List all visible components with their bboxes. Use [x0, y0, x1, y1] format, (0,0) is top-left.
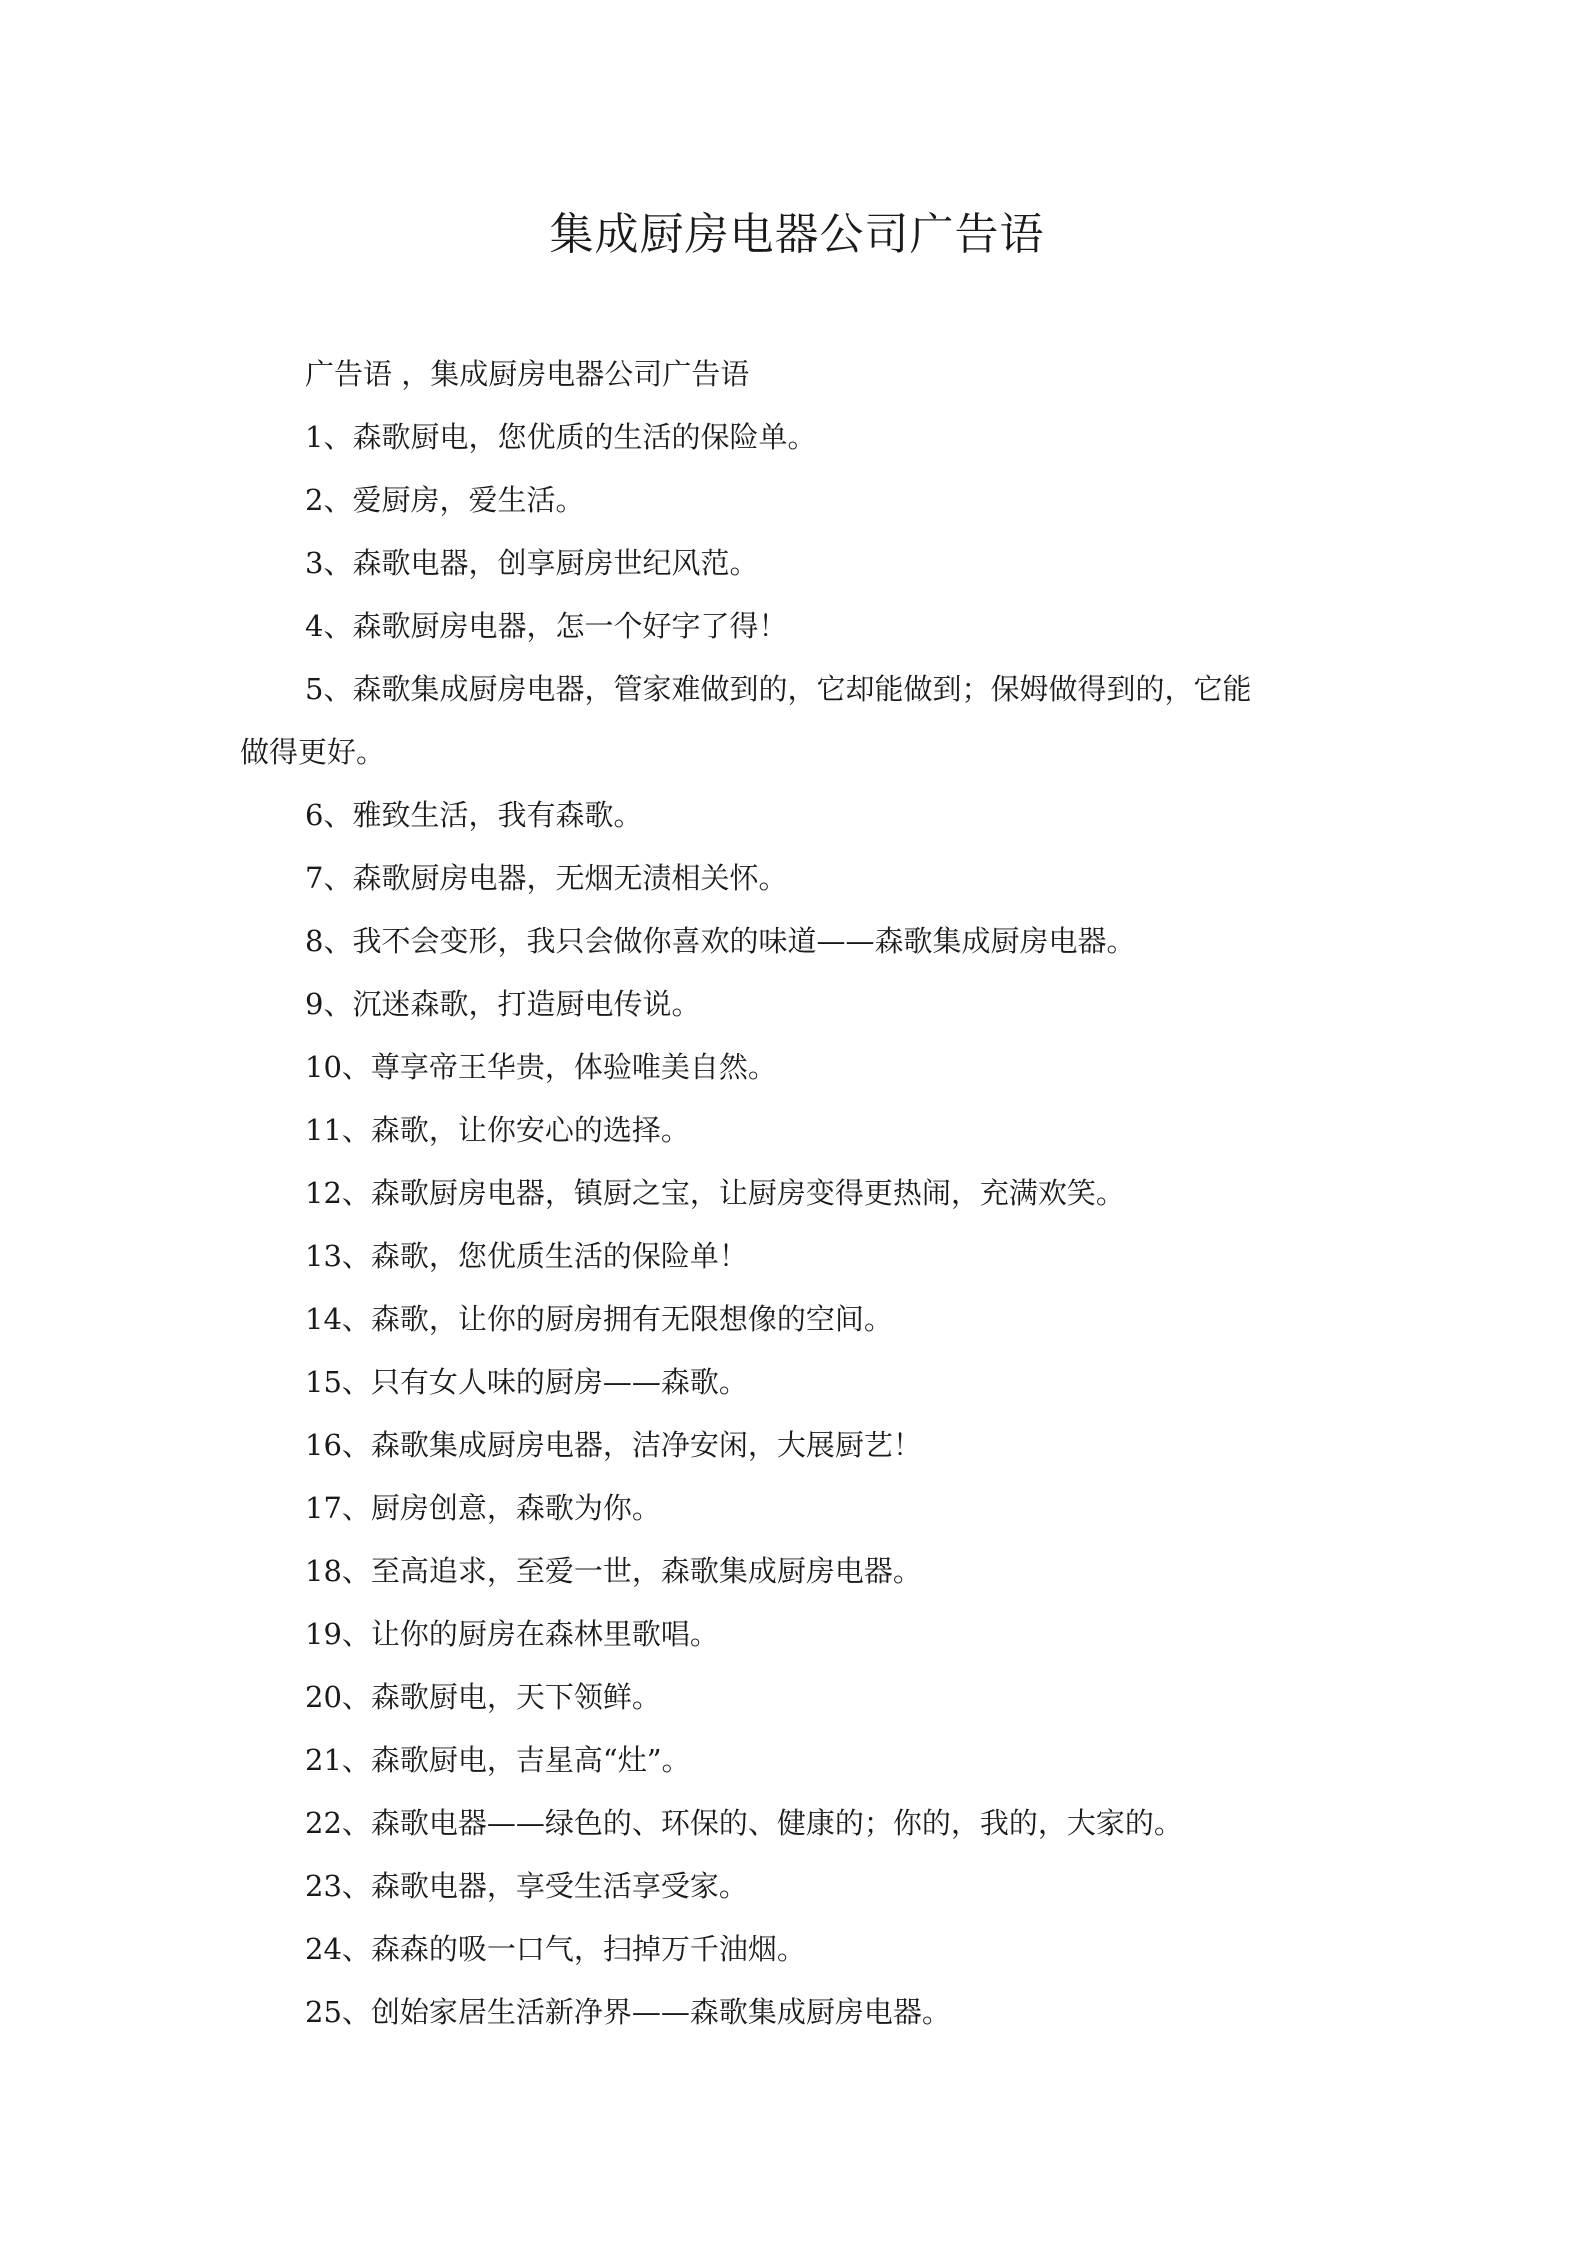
list-item: 2、爱厨房，爱生活。 [305, 483, 585, 517]
list-item: 22、森歌电器——绿色的、环保的、健康的；你的，我的，大家的。 [305, 1806, 1183, 1840]
list-item: 10、尊享帝王华贵，体验唯美自然。 [305, 1050, 777, 1084]
list-item: 21、森歌厨电，吉星高“灶”。 [305, 1743, 691, 1777]
list-item: 18、至高追求，至爱一世，森歌集成厨房电器。 [305, 1554, 922, 1588]
list-item: 17、厨房创意，森歌为你。 [305, 1491, 661, 1525]
list-item: 3、森歌电器，创享厨房世纪风范。 [305, 546, 759, 580]
list-item: 5、森歌集成厨房电器，管家难做到的，它却能做到；保姆做得到的，它能 [305, 672, 1252, 706]
list-item: 9、沉迷森歌，打造厨电传说。 [305, 987, 701, 1021]
list-item: 6、雅致生活，我有森歌。 [305, 798, 643, 832]
list-item: 13、森歌，您优质生活的保险单！ [305, 1239, 748, 1273]
list-item: 1、森歌厨电，您优质的生活的保险单。 [305, 420, 817, 454]
intro-line: 广告语 ，集成厨房电器公司广告语 [305, 357, 750, 391]
list-item: 25、创始家居生活新净界——森歌集成厨房电器。 [305, 1995, 951, 2029]
list-item: 12、森歌厨房电器，镇厨之宝，让厨房变得更热闹，充满欢笑。 [305, 1176, 1125, 1210]
list-item: 7、森歌厨房电器，无烟无渍相关怀。 [305, 861, 788, 895]
list-item: 20、森歌厨电，天下领鲜。 [305, 1680, 661, 1714]
list-item: 4、森歌厨房电器，怎一个好字了得！ [305, 609, 788, 643]
list-item: 24、森森的吸一口气，扫掉万千油烟。 [305, 1932, 806, 1966]
list-item: 14、森歌，让你的厨房拥有无限想像的空间。 [305, 1302, 893, 1336]
list-item-continuation: 做得更好。 [240, 735, 386, 769]
list-item: 15、只有女人味的厨房——森歌。 [305, 1365, 748, 1399]
list-item: 11、森歌，让你安心的选择。 [305, 1113, 690, 1147]
list-item: 19、让你的厨房在森林里歌唱。 [305, 1617, 719, 1651]
list-item: 16、森歌集成厨房电器，洁净安闲，大展厨艺！ [305, 1428, 922, 1462]
page-title: 集成厨房电器公司广告语 [549, 209, 1045, 260]
list-item: 8、我不会变形，我只会做你喜欢的味道——森歌集成厨房电器。 [305, 924, 1136, 958]
list-item: 23、森歌电器，享受生活享受家。 [305, 1869, 748, 1903]
